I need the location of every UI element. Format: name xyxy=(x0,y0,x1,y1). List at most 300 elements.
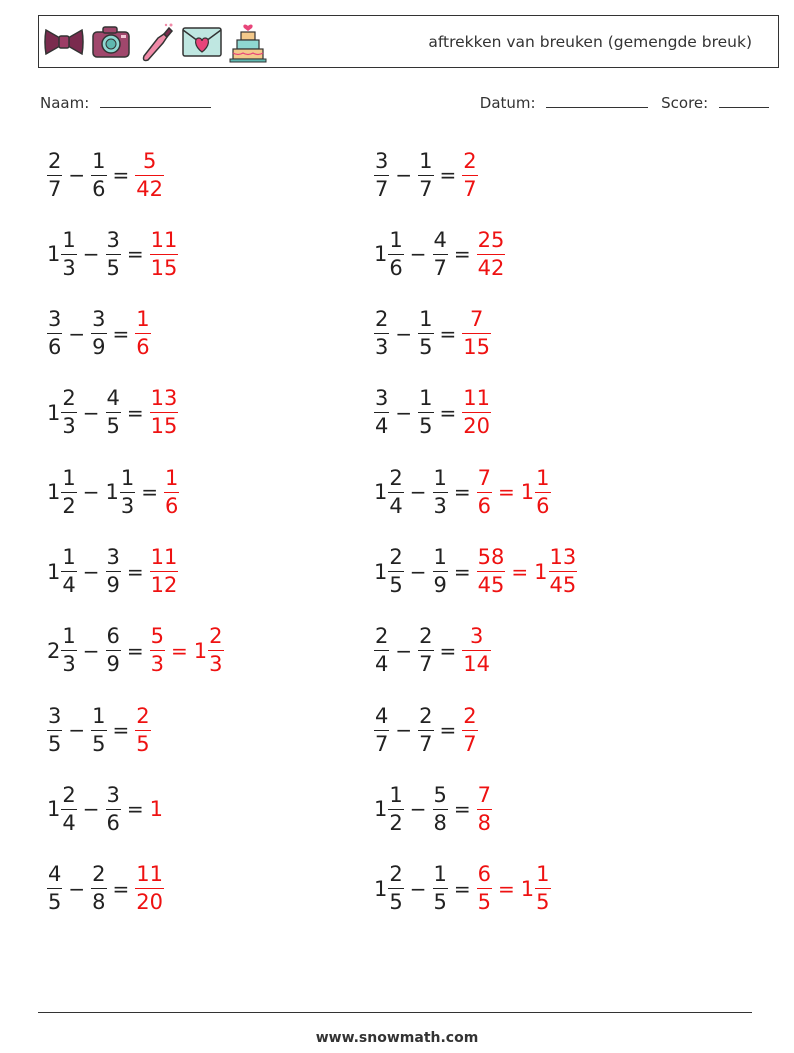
answer-value-fraction xyxy=(135,703,150,756)
first-operand-whole: 1 xyxy=(47,400,61,425)
answer xyxy=(477,547,578,596)
second-operand-denominator: 9 xyxy=(106,573,120,597)
second-operand-denominator: 5 xyxy=(419,335,433,360)
equals-sign: = xyxy=(112,163,130,187)
second-operand-numerator: 3 xyxy=(106,545,120,569)
first-operand-numerator: 1 xyxy=(62,545,76,569)
answer-value xyxy=(477,547,506,596)
first-operand-numerator: 3 xyxy=(375,148,389,173)
first-operand-denominator: 5 xyxy=(48,731,62,756)
first-operand-numerator: 2 xyxy=(375,307,389,332)
problem-item xyxy=(374,774,492,844)
problem-item xyxy=(374,695,478,765)
answer-value-denominator: 20 xyxy=(136,890,164,915)
minus-sign: − xyxy=(395,163,413,187)
answer-value-denominator: 15 xyxy=(150,414,178,439)
second-operand-fraction xyxy=(106,547,121,596)
second-operand-numerator: 3 xyxy=(106,227,120,252)
minus-sign: − xyxy=(409,559,427,584)
second-operand-fraction xyxy=(106,388,121,437)
second-operand-fraction xyxy=(433,547,448,596)
second-operand-fraction xyxy=(91,148,106,201)
answer-mixed-numerator: 2 xyxy=(209,624,223,649)
answer-value-denominator: 8 xyxy=(477,810,492,835)
answer-mixed-whole: 1 xyxy=(534,559,548,584)
answer-mixed-fraction xyxy=(549,547,578,596)
problem-item xyxy=(374,219,505,289)
first-operand-numerator: 1 xyxy=(389,782,403,807)
second-operand-fraction xyxy=(418,388,433,437)
second-operand-fraction xyxy=(91,309,106,358)
equals-sign: = xyxy=(112,718,130,743)
answer-value-fraction xyxy=(135,309,150,358)
first-operand-denominator: 6 xyxy=(389,255,403,280)
answer-mixed-numerator: 13 xyxy=(549,545,577,569)
first-operand-numerator: 1 xyxy=(62,227,76,252)
minus-sign: − xyxy=(68,876,86,901)
first-operand-numerator: 2 xyxy=(48,148,62,173)
equals-sign: = xyxy=(453,242,471,267)
answer-value-denominator: 7 xyxy=(463,176,477,201)
name-blank[interactable] xyxy=(100,94,211,108)
answer-value-denominator: 45 xyxy=(477,573,505,597)
first-operand xyxy=(374,309,389,358)
answer-value xyxy=(477,465,492,518)
answer-mixed xyxy=(520,465,551,518)
first-operand-denominator: 4 xyxy=(62,573,76,597)
answer-mixed-denominator: 6 xyxy=(536,493,550,518)
first-operand-denominator: 4 xyxy=(62,810,76,835)
first-operand xyxy=(374,388,389,437)
equals-sign: = xyxy=(112,321,130,346)
camera-icon xyxy=(90,22,132,62)
answer-value-denominator: 6 xyxy=(165,493,179,518)
bow-tie-icon xyxy=(42,22,86,62)
answer-mixed xyxy=(534,547,577,596)
second-operand-fraction xyxy=(106,626,121,675)
answer-value xyxy=(150,388,179,437)
answer-value xyxy=(135,309,150,358)
first-operand-whole: 1 xyxy=(47,559,61,584)
second-operand xyxy=(433,547,448,596)
minus-sign: − xyxy=(82,638,100,663)
first-operand-denominator: 3 xyxy=(62,414,76,439)
equals-sign: = xyxy=(126,638,144,663)
first-operand-denominator: 2 xyxy=(62,493,76,518)
second-operand-fraction xyxy=(106,782,121,835)
second-operand-denominator: 7 xyxy=(419,176,433,201)
first-operand-fraction xyxy=(388,782,403,835)
answer-value xyxy=(135,703,150,756)
second-operand-fraction xyxy=(433,227,448,280)
answer-value-fraction xyxy=(477,547,506,596)
problem-item xyxy=(47,219,178,289)
second-operand xyxy=(91,148,106,201)
first-operand-whole: 1 xyxy=(47,480,61,505)
second-operand xyxy=(418,703,433,756)
second-operand-denominator: 7 xyxy=(433,255,447,280)
first-operand xyxy=(374,547,404,596)
first-operand-denominator: 3 xyxy=(62,652,76,677)
first-operand-numerator: 4 xyxy=(48,862,62,887)
second-operand-denominator: 5 xyxy=(92,731,106,756)
answer-value xyxy=(462,626,491,675)
first-operand-numerator: 1 xyxy=(389,227,403,252)
second-operand xyxy=(91,309,106,358)
first-operand-numerator: 3 xyxy=(48,307,62,332)
answer-value-fraction xyxy=(135,148,164,201)
equals-sign: = xyxy=(453,559,471,584)
answer-mixed-fraction xyxy=(535,465,550,518)
answer-value-denominator: 15 xyxy=(463,335,491,360)
answer xyxy=(477,465,551,518)
answer-mixed-fraction xyxy=(535,864,550,913)
answer-mixed-fraction xyxy=(208,626,223,675)
second-operand-denominator: 9 xyxy=(106,652,120,677)
answer-value-numerator: 11 xyxy=(150,545,178,569)
answer-mixed-denominator: 5 xyxy=(536,890,550,915)
second-operand-numerator: 1 xyxy=(92,148,106,173)
answer-value xyxy=(477,864,492,913)
first-operand-fraction xyxy=(374,703,389,756)
answer-value-fraction xyxy=(135,864,164,913)
answer-value xyxy=(135,864,164,913)
answer-value-numerator: 5 xyxy=(142,148,157,173)
minus-sign: − xyxy=(395,718,413,743)
answer xyxy=(477,864,551,913)
icon-strip xyxy=(42,20,268,64)
first-operand-fraction xyxy=(61,626,76,675)
second-operand-fraction xyxy=(91,703,106,756)
first-operand xyxy=(374,465,404,518)
second-operand xyxy=(105,465,136,518)
second-operand-denominator: 5 xyxy=(106,414,120,439)
answer-value-denominator: 15 xyxy=(150,255,178,280)
equals-sign: = xyxy=(126,400,144,425)
first-operand-denominator: 3 xyxy=(375,335,389,360)
second-operand xyxy=(418,148,433,201)
answer-value-denominator: 6 xyxy=(136,335,150,360)
second-operand-denominator: 9 xyxy=(92,335,106,360)
equals-sign: = xyxy=(112,876,130,901)
problem-item xyxy=(374,616,491,686)
answer-value-fraction xyxy=(462,309,491,358)
answer-value-fraction xyxy=(150,547,179,596)
first-operand xyxy=(374,148,389,201)
second-operand-denominator: 9 xyxy=(433,573,447,597)
second-operand-denominator: 8 xyxy=(92,890,106,915)
equals-sign: = xyxy=(141,480,159,505)
first-operand-denominator: 3 xyxy=(62,255,76,280)
second-operand xyxy=(106,388,121,437)
first-operand xyxy=(47,626,77,675)
second-operand xyxy=(106,782,121,835)
answer-value xyxy=(150,547,179,596)
second-operand xyxy=(433,465,448,518)
love-letter-icon xyxy=(180,22,224,62)
first-operand xyxy=(374,782,404,835)
second-operand-numerator: 3 xyxy=(92,307,106,332)
first-operand-whole: 1 xyxy=(374,876,388,901)
answer-value-fraction xyxy=(150,626,165,675)
second-operand-denominator: 3 xyxy=(120,493,135,518)
answer-value-fraction xyxy=(462,703,477,756)
first-operand xyxy=(374,626,389,675)
answer-mixed-denominator: 3 xyxy=(209,652,223,677)
first-operand-numerator: 2 xyxy=(62,782,76,807)
second-operand-numerator: 1 xyxy=(92,703,106,728)
equals-sign: = xyxy=(126,797,144,822)
first-operand-fraction xyxy=(374,388,389,437)
minus-sign: − xyxy=(409,876,427,901)
first-operand-whole: 1 xyxy=(374,559,388,584)
equals-sign: = xyxy=(439,638,457,663)
date-blank[interactable] xyxy=(546,94,648,108)
equals-sign: = xyxy=(453,876,471,901)
second-operand-fraction xyxy=(418,703,433,756)
answer xyxy=(135,309,150,358)
answer-value xyxy=(150,227,179,280)
equals-sign: = xyxy=(439,321,457,346)
second-operand-fraction xyxy=(418,309,433,358)
first-operand-denominator: 4 xyxy=(375,652,389,677)
problem-item xyxy=(47,774,164,844)
answer-equals-sign: = xyxy=(498,876,515,901)
minus-sign: − xyxy=(395,638,413,663)
answer-value-numerator: 7 xyxy=(477,465,492,490)
minus-sign: − xyxy=(395,400,413,425)
first-operand-numerator: 3 xyxy=(48,703,62,728)
minus-sign: − xyxy=(409,242,427,267)
first-operand-denominator: 5 xyxy=(48,890,62,915)
first-operand-numerator: 1 xyxy=(62,465,76,490)
first-operand-fraction xyxy=(388,547,403,596)
second-operand-numerator: 4 xyxy=(433,227,447,252)
answer-value-denominator: 5 xyxy=(136,731,150,756)
first-operand-fraction xyxy=(47,309,62,358)
answer-value-fraction xyxy=(164,465,179,518)
answer-value-numerator: 25 xyxy=(477,227,505,252)
minus-sign: − xyxy=(82,797,100,822)
first-operand-fraction xyxy=(374,309,389,358)
first-operand-whole: 1 xyxy=(47,797,61,822)
answer-mixed-numerator: 1 xyxy=(536,862,550,887)
equals-sign: = xyxy=(453,480,471,505)
minus-sign: − xyxy=(395,321,413,346)
answer-value-fraction xyxy=(477,465,492,518)
second-operand-numerator: 1 xyxy=(419,148,433,173)
answer-mixed-whole: 1 xyxy=(520,876,535,901)
answer-value xyxy=(462,148,477,201)
minus-sign: − xyxy=(68,718,86,743)
minus-sign: − xyxy=(82,559,100,584)
first-operand-fraction xyxy=(388,227,403,280)
answer xyxy=(462,626,491,675)
problem-item xyxy=(374,378,491,448)
minus-sign: − xyxy=(82,400,100,425)
first-operand-whole: 1 xyxy=(47,242,61,267)
equals-sign: = xyxy=(453,797,471,822)
answer-value-numerator: 58 xyxy=(477,545,505,569)
second-operand-numerator: 6 xyxy=(106,624,120,649)
footer-site: www.snowmath.com xyxy=(315,1030,479,1046)
second-operand-fraction xyxy=(418,148,433,201)
second-operand-denominator: 8 xyxy=(433,810,447,835)
second-operand-denominator: 5 xyxy=(419,414,433,439)
first-operand-fraction xyxy=(61,465,76,518)
first-operand-numerator: 2 xyxy=(389,465,403,490)
problem-item xyxy=(47,616,224,686)
second-operand xyxy=(433,782,448,835)
answer-value-denominator: 42 xyxy=(477,255,505,280)
answer-value-numerator: 11 xyxy=(136,862,164,887)
problem-item xyxy=(47,854,164,924)
first-operand xyxy=(47,465,77,518)
first-operand-fraction xyxy=(61,388,76,437)
answer-value-numerator: 11 xyxy=(150,227,178,252)
first-operand-whole: 1 xyxy=(374,242,388,267)
first-operand xyxy=(47,148,62,201)
second-operand-fraction xyxy=(106,227,121,280)
problem-item xyxy=(47,140,164,210)
first-operand xyxy=(47,703,62,756)
first-operand-numerator: 1 xyxy=(62,624,76,649)
first-operand-fraction xyxy=(388,864,403,913)
answer-value-fraction xyxy=(462,626,491,675)
second-operand-fraction xyxy=(91,864,106,913)
score-blank[interactable] xyxy=(719,94,769,108)
first-operand-fraction xyxy=(47,864,62,913)
second-operand-numerator: 1 xyxy=(120,465,135,490)
second-operand xyxy=(418,626,433,675)
score-label: Score: xyxy=(661,94,709,112)
date-score-fields xyxy=(480,94,769,112)
answer-value-numerator: 2 xyxy=(463,148,477,173)
answer xyxy=(150,547,179,596)
second-operand-denominator: 5 xyxy=(106,255,120,280)
first-operand-denominator: 7 xyxy=(375,731,389,756)
first-operand-denominator: 4 xyxy=(375,414,389,439)
answer-value-denominator: 7 xyxy=(463,731,477,756)
answer-value-fraction xyxy=(477,782,492,835)
answer-value-denominator: 12 xyxy=(150,573,178,597)
second-operand-denominator: 6 xyxy=(92,176,106,201)
second-operand xyxy=(106,626,121,675)
equals-sign: = xyxy=(439,163,457,187)
first-operand-denominator: 4 xyxy=(389,493,403,518)
wedding-cake-icon xyxy=(228,20,268,64)
first-operand-fraction xyxy=(47,703,62,756)
worksheet-header xyxy=(38,15,779,68)
problem-item xyxy=(47,378,178,448)
second-operand-numerator: 5 xyxy=(433,782,447,807)
first-operand xyxy=(47,309,62,358)
first-operand xyxy=(47,547,77,596)
answer-equals-sign: = xyxy=(511,559,529,584)
problem-item xyxy=(374,140,478,210)
answer-equals-sign: = xyxy=(498,480,515,505)
answer xyxy=(150,626,224,675)
answer xyxy=(462,148,477,201)
answer-value-denominator: 42 xyxy=(136,176,164,201)
first-operand-numerator: 4 xyxy=(375,703,389,728)
second-operand-numerator: 3 xyxy=(106,782,120,807)
answer-value-fraction xyxy=(150,227,179,280)
first-operand-denominator: 7 xyxy=(375,176,389,201)
answer-value-denominator: 14 xyxy=(463,652,491,677)
answer xyxy=(150,227,179,280)
answer-value xyxy=(150,626,165,675)
answer xyxy=(135,703,150,756)
answer-value-numerator: 13 xyxy=(150,386,178,411)
first-operand-denominator: 2 xyxy=(389,810,403,835)
answer-value-numerator: 6 xyxy=(477,862,492,887)
first-operand xyxy=(374,227,404,280)
first-operand-fraction xyxy=(61,227,76,280)
answer xyxy=(150,388,179,437)
answer-value-denominator: 20 xyxy=(463,414,491,439)
second-operand-numerator: 4 xyxy=(106,386,120,411)
first-operand-whole: 1 xyxy=(374,797,388,822)
equals-sign: = xyxy=(439,400,457,425)
second-operand-denominator: 5 xyxy=(433,890,447,915)
answer-value-numerator: 11 xyxy=(463,386,491,411)
answer xyxy=(135,864,164,913)
answer xyxy=(462,309,491,358)
answer xyxy=(462,388,491,437)
minus-sign: − xyxy=(68,163,86,187)
answer-value xyxy=(164,465,179,518)
second-operand-numerator: 1 xyxy=(433,545,447,569)
answer-value xyxy=(462,309,491,358)
second-operand xyxy=(106,547,121,596)
footer-divider xyxy=(38,1012,752,1013)
first-operand xyxy=(374,864,404,913)
problem-item xyxy=(374,854,551,924)
first-operand-denominator: 5 xyxy=(389,890,403,915)
answer-mixed xyxy=(521,864,551,913)
minus-sign: − xyxy=(68,321,86,346)
equals-sign: = xyxy=(439,718,457,743)
answer-value xyxy=(135,148,164,201)
minus-sign: − xyxy=(82,242,100,267)
answer-mixed xyxy=(194,626,224,675)
second-operand-fraction xyxy=(433,465,448,518)
equals-sign: = xyxy=(126,559,144,584)
second-operand-denominator: 3 xyxy=(433,493,447,518)
second-operand-denominator: 6 xyxy=(106,810,120,835)
answer-equals-sign: = xyxy=(171,638,188,663)
first-operand-whole: 1 xyxy=(374,480,388,505)
answer-value-denominator: 5 xyxy=(477,890,492,915)
first-operand xyxy=(374,703,389,756)
problem-item xyxy=(374,537,577,607)
second-operand xyxy=(433,227,448,280)
first-operand-numerator: 2 xyxy=(375,624,389,649)
second-operand-whole: 1 xyxy=(105,480,119,505)
first-operand xyxy=(47,864,62,913)
answer-value-denominator: 3 xyxy=(150,652,165,677)
problem-item xyxy=(374,457,551,527)
answer xyxy=(164,465,179,518)
second-operand-numerator: 2 xyxy=(419,624,433,649)
second-operand-fraction xyxy=(418,626,433,675)
minus-sign: − xyxy=(409,480,427,505)
second-operand-numerator: 1 xyxy=(419,386,433,411)
first-operand-fraction xyxy=(374,148,389,201)
answer-value xyxy=(477,227,506,280)
answer-value xyxy=(150,797,164,821)
